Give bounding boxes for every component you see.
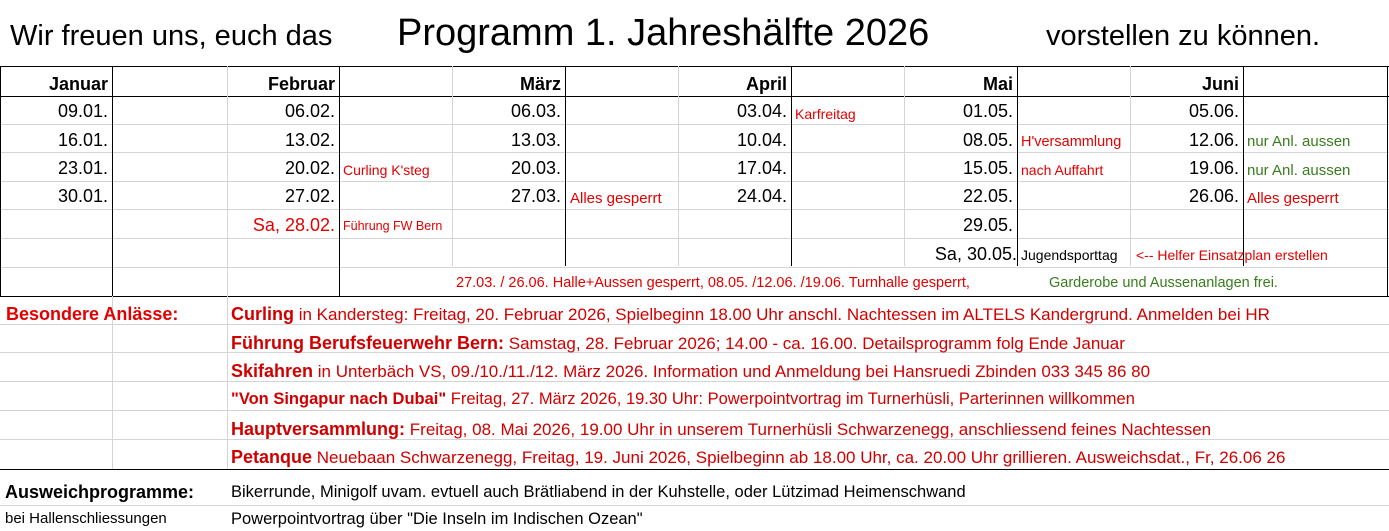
- date-cell: 09.01.: [57, 101, 108, 121]
- special-item-petanque: [231, 447, 1285, 468]
- date-cell: Sa, 30.05.: [934, 244, 1017, 264]
- note-nur-anl: nur Anl. aussen: [1247, 133, 1351, 150]
- special-item-fuehrung: [231, 333, 1125, 354]
- special-item-title: Skifahren: [231, 361, 314, 381]
- date-cell: 20.02.: [284, 158, 335, 178]
- date-cell: 10.04.: [736, 130, 787, 150]
- date-cell: 16.01.: [57, 130, 108, 150]
- date-cell: 27.03.: [510, 186, 561, 206]
- date-cell: 06.02.: [284, 101, 335, 121]
- title-row: [0, 0, 1389, 67]
- special-item-title: Petanque: [231, 447, 313, 467]
- date-cell: 13.02.: [284, 130, 335, 150]
- alternatives-subheading: bei Hallenschliessungen: [5, 510, 167, 527]
- note-jugendsporttag: Jugendsporttag: [1021, 247, 1118, 263]
- date-cell-saturday: Sa, 28.02.: [252, 215, 335, 235]
- alternatives-line-2: Powerpointvortrag über "Die Inseln im Indischen Ozean": [231, 510, 643, 528]
- date-cell: 12.06.: [1188, 130, 1239, 150]
- halle-closure-note: 27.03. / 26.06. Halle+Aussen gesperrt, 08.05. /12.06. /19.06. Turnhalle gesperrt,: [456, 275, 970, 291]
- note-hversammlung: H'versammlung: [1021, 134, 1122, 150]
- special-item-text: in Unterbäch VS, 09./10./11./12. März 2026. Information und Anmeldung bei Hansruedi Zbinden 033 345 86 80: [313, 362, 1151, 381]
- date-cell: 26.06.: [1188, 186, 1239, 206]
- special-item-vortrag: [231, 390, 1135, 409]
- special-heading: Besondere Anlässe:: [6, 304, 179, 324]
- title-part-1: Wir freuen uns, euch das: [10, 20, 333, 52]
- month-januar: Januar: [48, 74, 108, 94]
- special-item-title: Führung Berufsfeuerwehr Bern:: [231, 333, 505, 353]
- date-cell: 15.05.: [962, 158, 1013, 178]
- special-item-text: Neuebaan Schwarzenegg, Freitag, 19. Juni 2026, Spielbeginn ab 18.00 Uhr, ca. 20.00 Uhr grillieren. Ausweichsdat., Fr, 26.06 26: [312, 448, 1286, 467]
- date-cell: 05.06.: [1188, 101, 1239, 121]
- special-item-text: Samstag, 28. Februar 2026; 14.00 - ca. 16.00. Detailsprogramm folg Ende Januar: [504, 334, 1125, 353]
- month-april: April: [745, 74, 787, 94]
- special-item-hauptversammlung: [231, 419, 1211, 440]
- month-maerz: März: [519, 74, 561, 94]
- date-cell: 17.04.: [736, 158, 787, 178]
- title-part-3: vorstellen zu können.: [1046, 20, 1321, 52]
- title-part-2: Programm 1. Jahreshälfte 2026: [397, 12, 930, 54]
- date-cell: 27.02.: [284, 186, 335, 206]
- note-karfreitag: Karfreitag: [795, 106, 856, 122]
- date-cell: 24.04.: [736, 186, 787, 206]
- date-cell: 06.03.: [510, 101, 561, 121]
- date-cell: 29.05.: [962, 215, 1013, 235]
- date-cell: 22.05.: [962, 186, 1013, 206]
- date-cell: 01.05.: [962, 101, 1013, 121]
- special-item-text: Freitag, 08. Mai 2026, 19.00 Uhr in unserem Turnerhüsli Schwarzenegg, anschliessend feines Nachtessen: [405, 420, 1212, 439]
- special-item-title: "Von Singapur nach Dubai": [231, 390, 447, 408]
- note-curling: Curling K'steg: [343, 162, 430, 178]
- special-item-skifahren: [231, 361, 1150, 382]
- special-item-text: in Kandersteg: Freitag, 20. Februar 2026, Spielbeginn 18.00 Uhr anschl. Nachtessen im ALTELS Kandergrund. Anmelden bei HR: [294, 305, 1270, 324]
- alternatives-heading: Ausweichprogramme:: [5, 482, 195, 502]
- note-auffahrt: nach Auffahrt: [1021, 162, 1104, 178]
- date-cell: 13.03.: [510, 130, 561, 150]
- alternatives-line-1: Bikerrunde, Minigolf uvam. evtuell auch Brätliabend in der Kuhstelle, oder Lützimad Heimenschwand: [231, 483, 966, 501]
- note-helfer: <-- Helfer Einsatzplan erstellen: [1136, 247, 1328, 263]
- month-februar: Februar: [267, 74, 335, 94]
- special-item-curling: [231, 304, 1270, 325]
- note-fuehrung: Führung FW Bern: [343, 219, 443, 233]
- halle-free-note: Garderobe und Aussenanlagen frei.: [1049, 275, 1278, 291]
- note-nur-anl: nur Anl. aussen: [1247, 162, 1351, 179]
- month-juni: Juni: [1201, 74, 1239, 94]
- date-cell: 03.04.: [736, 101, 787, 121]
- date-cell: 08.05.: [962, 130, 1013, 150]
- date-cell: 20.03.: [510, 158, 561, 178]
- special-item-text: Freitag, 27. März 2026, 19.30 Uhr: Powerpointvortrag im Turnerhüsli, Parterinnen willkommen: [446, 390, 1135, 408]
- special-item-title: Curling: [231, 304, 294, 324]
- special-item-title: Hauptversammlung:: [231, 419, 406, 439]
- note-alles-gesperrt: Alles gesperrt: [1247, 190, 1339, 207]
- date-cell: 23.01.: [57, 158, 108, 178]
- date-cell: 30.01.: [57, 186, 108, 206]
- month-mai: Mai: [982, 74, 1013, 94]
- note-alles-gesperrt: Alles gesperrt: [570, 190, 662, 207]
- date-cell: 19.06.: [1188, 158, 1239, 178]
